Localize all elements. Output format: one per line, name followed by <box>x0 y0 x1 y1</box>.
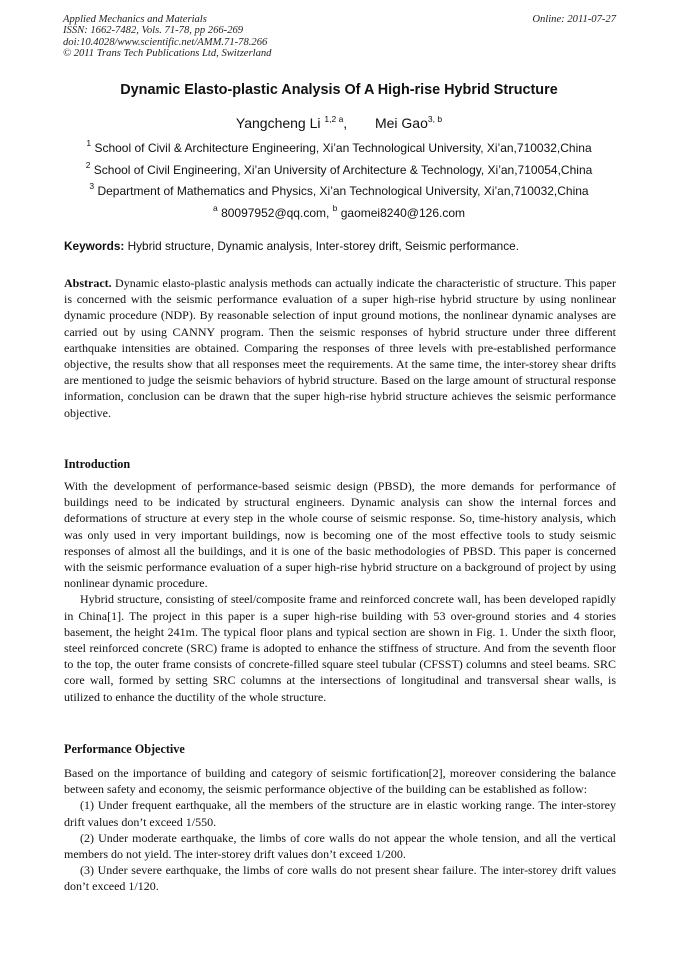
performance-item-1: (1) Under frequent earthquake, all the members of the structure are in elastic working range. The inter-storey drift values don’t exceed 1/550. <box>64 798 616 829</box>
introduction-paragraph-2: Hybrid structure, consisting of steel/composite frame and reinforced concrete wall, has been developed rapidly in China[1]. The project in this paper is a super high-rise building with 53 over-ground stories and 4 stories basement, the height 241m. The typical floor plans and typical section are shown in Fig. 1. Under the sixth floor, steel reinforced concrete (SRC) frame is adopted to enhance the stiffness of structure. And from the seventh floor to the top, the outer frame consists of concrete-filled square steel tubular (CFSST) columns and steel beams. SRC core wall, formed by setting SRC columns at the intersections of longitudinal and transversal shear walls, is utilized to enhance the ductility of the whole structure. <box>64 592 616 704</box>
author-1-superscript: 1,2 a <box>324 114 344 124</box>
introduction-paragraph-1: With the development of performance-based seismic design (PBSD), the more demands for performance of buildings need to be indicated by structural engineers. Dynamic analysis can show the internal forces and deformations of structure at every step in the whole course of seismic response. So, time-history analysis, which was only used in very important buildings, now is becoming one of the most effective tools to study seismic responses of almost all the buildings, and it is one of the basic methodologies of PBSD. This paper is concerned with the seismic performance evaluation of a super high-rise hybrid structure on a background of project by using nonlinear dynamic procedure. <box>64 479 616 591</box>
author-2-superscript: 3, b <box>427 114 443 124</box>
doi-line: doi:10.4028/www.scientific.net/AMM.71-78.266 <box>63 36 268 48</box>
abstract-block <box>64 275 616 421</box>
affiliation-1-text: School of Civil & Architecture Engineering, Xi’an Technological University, Xi’an,710032,China <box>94 141 592 155</box>
author-1-name: Yangcheng Li <box>235 115 321 131</box>
email-a: 80097952@qq.com, <box>221 206 333 220</box>
issn-line: ISSN: 1662-7482, Vols. 71-78, pp 266-269 <box>63 25 244 37</box>
keywords-line <box>64 239 616 253</box>
keywords-text: Hybrid structure, Dynamic analysis, Inter-storey drift, Seismic performance. <box>124 239 519 253</box>
email-a-superscript: a <box>212 203 218 213</box>
email-b: gaomei8240@126.com <box>340 206 465 220</box>
affiliation-3-text: Department of Mathematics and Physics, Xi’an Technological University, Xi’an,710032,China <box>97 184 589 198</box>
online-date: Online: 2011-07-27 <box>532 14 616 25</box>
affiliation-3-number: 3 <box>89 181 95 191</box>
email-line <box>0 203 678 220</box>
journal-name: Applied Mechanics and Materials <box>63 14 207 25</box>
abstract-label: Abstract. <box>64 276 112 290</box>
journal-header <box>63 14 616 60</box>
introduction-heading: Introduction <box>64 457 131 471</box>
affiliation-2 <box>0 160 678 177</box>
affiliation-2-text: School of Civil Engineering, Xi’an University of Architecture & Technology, Xi’an,710054,China <box>93 163 593 177</box>
copyright-line: © 2011 Trans Tech Publications Ltd, Switzerland <box>63 48 272 60</box>
introduction-body <box>64 478 616 705</box>
performance-objective-heading: Performance Objective <box>64 742 185 756</box>
affiliation-3 <box>0 181 678 198</box>
affiliation-2-number: 2 <box>85 160 91 170</box>
performance-item-2: (2) Under moderate earthquake, the limbs of core walls do not appear the whole tension, and all the vertical members do not yield. The inter-storey drift values don’t exceed 1/200. <box>64 830 616 862</box>
keywords-label: Keywords: <box>64 239 125 253</box>
affiliation-1 <box>0 138 678 155</box>
author-line <box>0 114 678 131</box>
performance-item-3: (3) Under severe earthquake, the limbs of core walls do not present shear failure. The inter-storey drift values don’t exceed 1/120. <box>64 863 616 894</box>
performance-objective-body <box>64 765 616 895</box>
abstract-text: Dynamic elasto-plastic analysis methods can actually indicate the characteristic of structure. This paper is concerned with the seismic performance evaluation of a super high-rise hybrid structure by using nonlinear dynamic procedure (NDP). By reasonable selection of input ground motions, the nonlinear dynamic analyses are carried out by using CANNY program. Then the seismic responses of hybrid structure under three different earthquake intensities are obtained. Comparing the responses of three levels with pre-established performance objective, the results show that all responses meet the requirements. At the same time, the inter-storey shear drifts are mentioned to judge the seismic behaviors of hybrid structure. Based on the large amount of structural response information, conclusion can be drawn that the super high-rise hybrid structure achieves the seismic performance objective. <box>64 276 616 420</box>
performance-paragraph: Based on the importance of building and category of seismic fortification[2], moreover considering the balance between safety and economy, the seismic performance objective of the building can be established as follow: <box>64 766 616 797</box>
author-separator: , <box>343 115 348 131</box>
email-b-superscript: b <box>332 203 338 213</box>
author-2-name: Mei Gao <box>374 115 428 131</box>
paper-title: Dynamic Elasto-plastic Analysis Of A High-rise Hybrid Structure <box>120 82 558 98</box>
affiliation-1-number: 1 <box>86 138 92 148</box>
